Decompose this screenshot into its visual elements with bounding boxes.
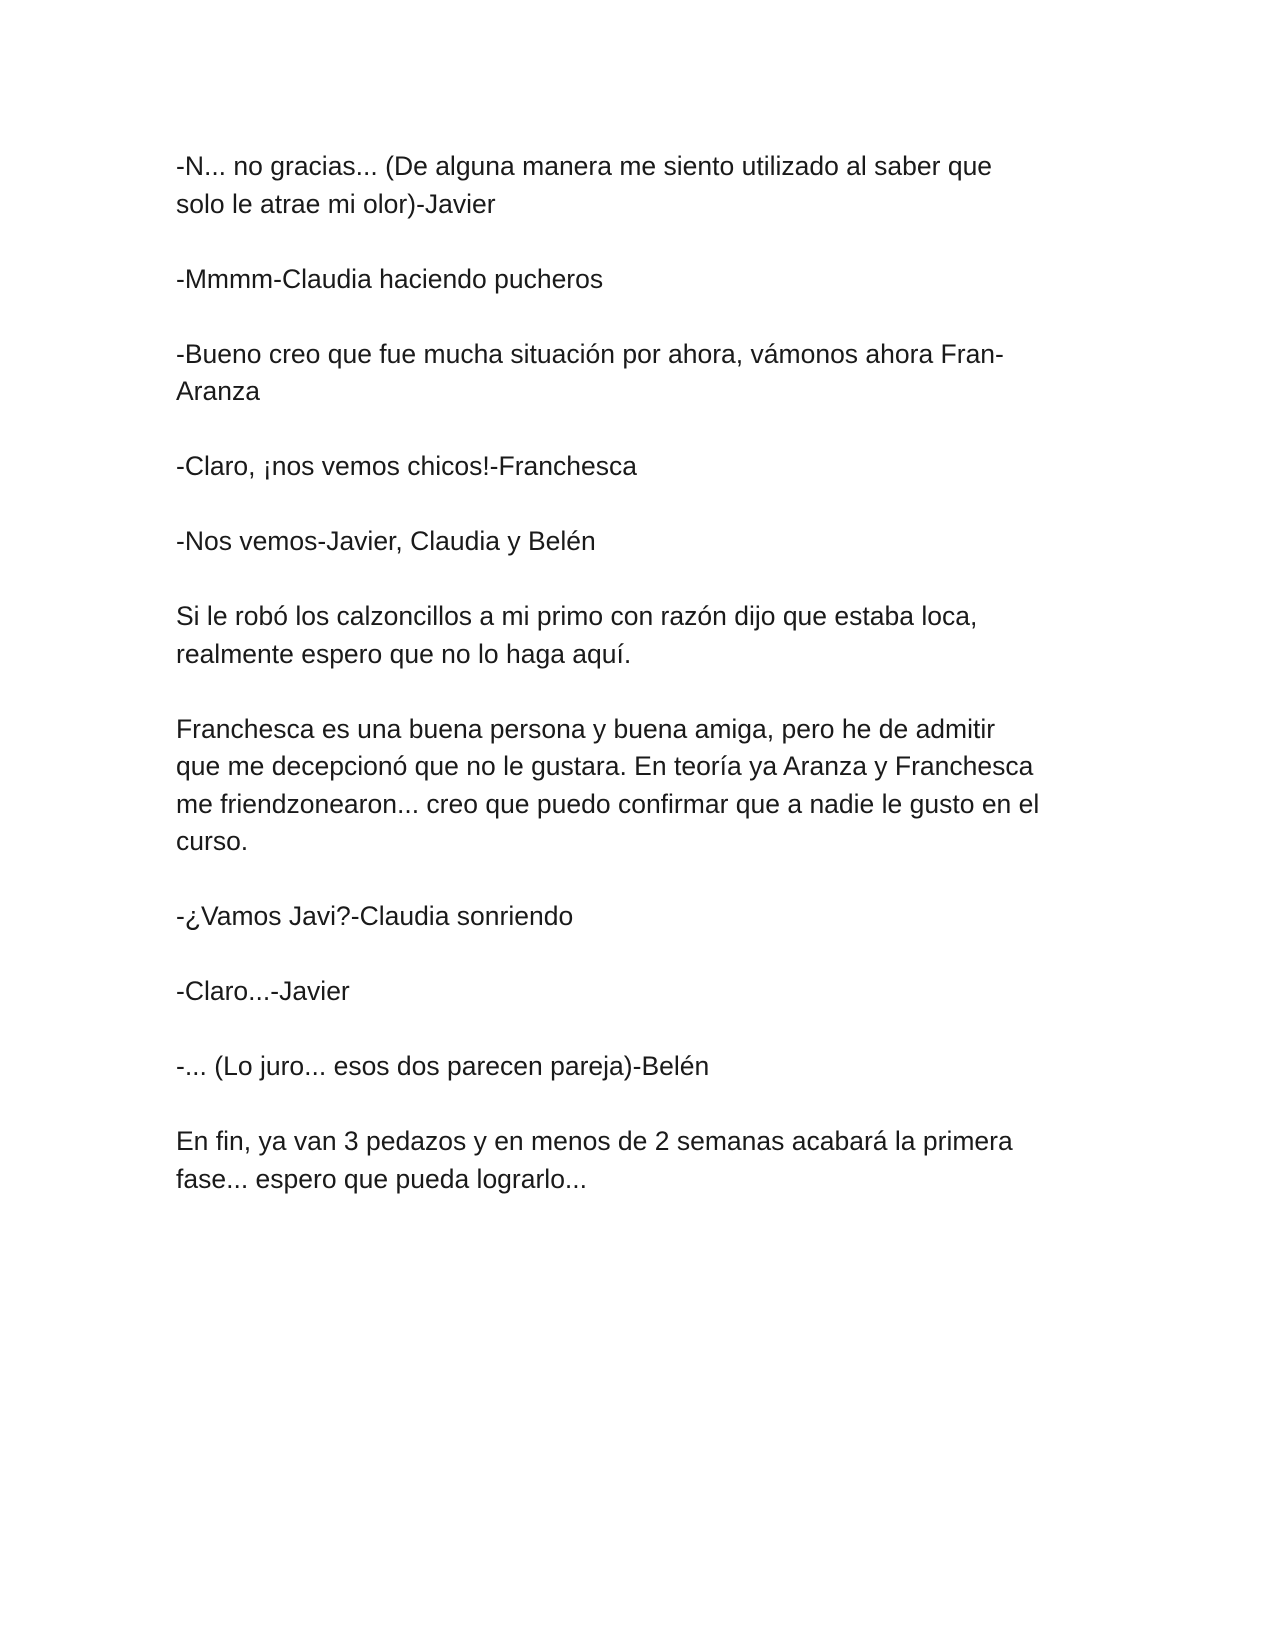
- text-line: -Mmmm-Claudia haciendo pucheros: [176, 263, 604, 294]
- text-line: -N... no gracias... (De alguna manera me siento utilizado al saber que: [176, 151, 993, 181]
- paragraph-8: [176, 898, 1096, 936]
- paragraph-9: [176, 973, 1096, 1011]
- paragraph-10: [176, 1048, 1096, 1086]
- text-line: -¿Vamos Javi?-Claudia sonriendo: [176, 901, 574, 931]
- paragraph-7: [176, 711, 1096, 861]
- document-body: [176, 148, 1096, 1236]
- text-line: solo le atrae mi olor)-Javier: [176, 188, 496, 219]
- paragraph-11: [176, 1123, 1096, 1198]
- text-line: -Claro, ¡nos vemos chicos!-Franchesca: [176, 451, 637, 481]
- text-line: fase... espero que pueda lograrlo...: [176, 1163, 588, 1194]
- paragraph-4: [176, 448, 1096, 486]
- text-line: que me decepcionó que no le gustara. En teoría ya Aranza y Franchesca: [176, 751, 1034, 781]
- paragraph-6: [176, 598, 1096, 673]
- paragraph-2: [176, 261, 1096, 299]
- text-line: curso.: [176, 826, 249, 856]
- text-line: me friendzonearon... creo que puedo confirmar que a nadie le gusto en el: [176, 788, 1040, 819]
- text-line: -Claro...-Javier: [176, 976, 350, 1006]
- paragraph-3: [176, 336, 1096, 411]
- text-line: realmente espero que no lo haga aquí.: [176, 638, 632, 669]
- paragraph-1: [176, 148, 1096, 223]
- text-line: -... (Lo juro... esos dos parecen pareja)-Belén: [176, 1051, 710, 1081]
- text-line: Aranza: [176, 376, 260, 406]
- text-line: -Nos vemos-Javier, Claudia y Belén: [176, 526, 596, 556]
- text-line: En fin, ya van 3 pedazos y en menos de 2 semanas acabará la primera: [176, 1126, 1013, 1156]
- text-line: -Bueno creo que fue mucha situación por ahora, vámonos ahora Fran-: [176, 338, 1004, 369]
- text-line: Franchesca es una buena persona y buena amiga, pero he de admitir: [176, 713, 996, 744]
- paragraph-5: [176, 523, 1096, 561]
- text-line: Si le robó los calzoncillos a mi primo con razón dijo que estaba loca,: [176, 601, 978, 631]
